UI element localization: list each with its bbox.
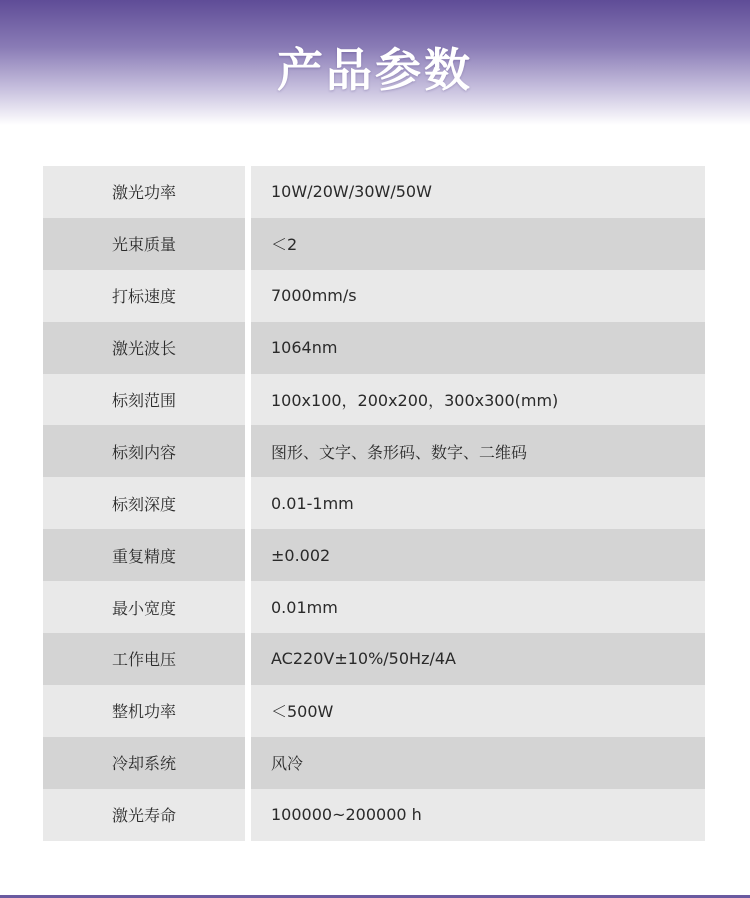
table-row (43, 166, 705, 218)
param-name: 整机功率 (43, 685, 245, 737)
table-row (43, 737, 705, 789)
param-value: 0.01mm (251, 581, 705, 633)
param-name: 标刻范围 (43, 374, 245, 426)
parameter-table (43, 166, 705, 841)
table-row (43, 581, 705, 633)
table-row (43, 425, 705, 477)
param-value: 7000mm/s (251, 270, 705, 322)
param-name: 最小宽度 (43, 581, 245, 633)
table-row (43, 270, 705, 322)
param-value: 1064nm (251, 322, 705, 374)
param-value: ＜2 (251, 218, 705, 270)
param-value: 100000~200000 h (251, 789, 705, 841)
param-name: 激光寿命 (43, 789, 245, 841)
table-row (43, 633, 705, 685)
table-row (43, 789, 705, 841)
param-value: ±0.002 (251, 529, 705, 581)
param-name: 激光波长 (43, 322, 245, 374)
table-row (43, 529, 705, 581)
param-value: 0.01-1mm (251, 477, 705, 529)
param-name: 打标速度 (43, 270, 245, 322)
param-name: 工作电压 (43, 633, 245, 685)
table-row (43, 685, 705, 737)
table-row (43, 218, 705, 270)
page-title: 产品参数 (277, 43, 473, 97)
table-row (43, 477, 705, 529)
param-value: 图形、文字、条形码、数字、二维码 (251, 425, 705, 477)
param-name: 重复精度 (43, 529, 245, 581)
param-value: 风冷 (251, 737, 705, 789)
param-name: 标刻内容 (43, 425, 245, 477)
param-name: 标刻深度 (43, 477, 245, 529)
param-value: 10W/20W/30W/50W (251, 166, 705, 218)
table-row (43, 322, 705, 374)
param-value: AC220V±10%/50Hz/4A (251, 633, 705, 685)
param-value: 100x100，200x200，300x300(mm) (251, 374, 705, 426)
param-value: ＜500W (251, 685, 705, 737)
table-row (43, 374, 705, 426)
param-name: 冷却系统 (43, 737, 245, 789)
param-name: 激光功率 (43, 166, 245, 218)
param-name: 光束质量 (43, 218, 245, 270)
